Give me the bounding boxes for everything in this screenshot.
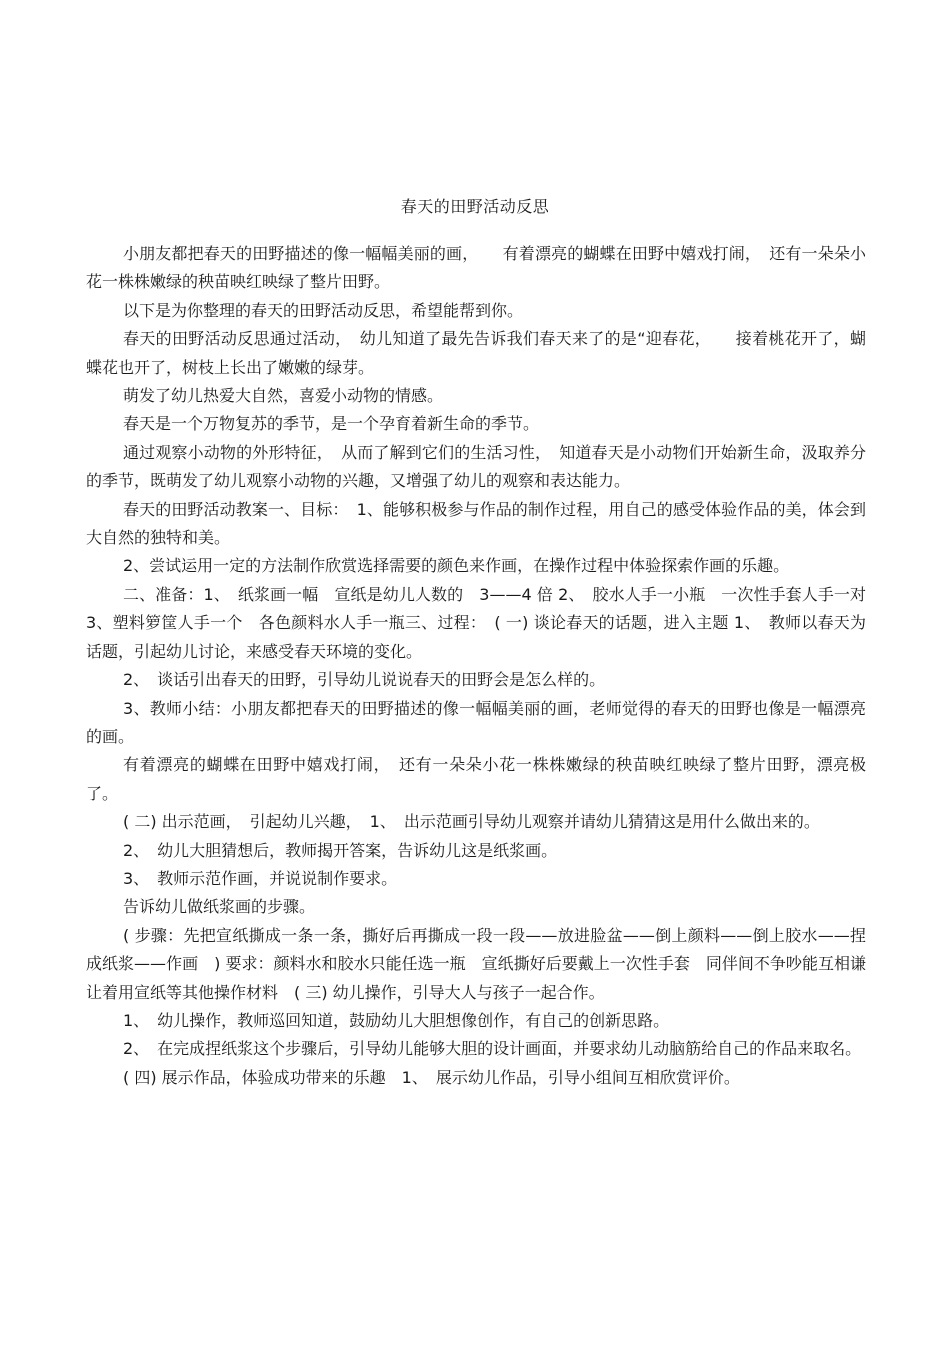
document-body [86,240,883,1092]
paragraph: ( 四) 展示作品，体验成功带来的乐趣 1、 展示幼儿作品，引导小组间互相欣赏评价。 [123,1067,740,1087]
paragraph: 2、尝试运用一定的方法制作欣赏选择需要的颜色来作画，在操作过程中体验探索作画的乐趣。 [123,556,790,576]
paragraph: 3、 教师示范作画，并说说制作要求。 [123,868,398,888]
paragraph: 3、教师小结：小朋友都把春天的田野描述的像一幅幅美丽的画，老师觉得的春天的田野也像是一幅漂亮的画。 [86,698,866,746]
paragraph: 1、 幼儿操作，教师巡回知道，鼓励幼儿大胆想像创作，有自己的创新思路。 [123,1010,670,1030]
paragraph: 通过观察小动物的外形特征， 从而了解到它们的生活习性， 知道春天是小动物们开始新生命，汲取养分的季节，既萌发了幼儿观察小动物的兴趣，又增强了幼儿的观察和表达能力。 [86,442,866,491]
paragraph: 以下是为你整理的春天的田野活动反思，希望能帮到你。 [123,300,524,320]
paragraph: 2、 在完成捏纸浆这个步骤后，引导幼儿能够大胆的设计画面，并要求幼儿动脑筋给自己的作品来取名。 [123,1039,862,1059]
paragraph: 2、 幼儿大胆猜想后，教师揭开答案，告诉幼儿这是纸浆画。 [123,840,558,860]
paragraph: 春天的田野活动反思通过活动， 幼儿知道了最先告诉我们春天来了的是“迎春花， 接着桃花开了，蝴蝶花也开了，树枝上长出了嫩嫩的绿芽。 [86,329,866,377]
paragraph: 告诉幼儿做纸浆画的步骤。 [123,897,316,917]
paragraph: 有着漂亮的蝴蝶在田野中嬉戏打闹， 还有一朵朵小花一株株嫩绿的秧苗映红映绿了整片田野，漂亮极了。 [86,755,866,803]
paragraph: ( 步骤：先把宣纸撕成一条一条，撕好后再撕成一段一段——放进脸盆——倒上颜料——倒上胶水——捏成纸浆——作画 ) 要求：颜料水和胶水只能任选一瓶 宣纸撕好后要戴上一次性手套 同伴间不争吵能互相谦让着用宣纸等其他操作材料 ( 三) 幼儿操作，引导大人与孩子一起合作。 [86,925,866,1002]
paragraph: 萌发了幼儿热爱大自然，喜爱小动物的情感。 [123,386,444,406]
paragraph: 二、准备：1、 纸浆画一幅 宣纸是幼儿人数的 3——4 倍 2、 胶水人手一小瓶 一次性手套人手一对 3、塑料箩筐人手一个 各色颜料水人手一瓶三、过程： ( 一) 谈论春天的话题，进入主题 1、 教师以春天为话题，引起幼儿讨论，来感受春天环境的变化。 [86,584,883,661]
paragraph: ( 二) 出示范画， 引起幼儿兴趣， 1、 出示范画引导幼儿观察并请幼儿猜猜这是用什么做出来的。 [123,812,820,832]
paragraph: 2、 谈话引出春天的田野，引导幼儿说说春天的田野会是怎么样的。 [123,670,606,690]
document-title: 春天的田野活动反思 [400,197,550,216]
paragraph: 小朋友都把春天的田野描述的像一幅幅美丽的画， 有着漂亮的蝴蝶在田野中嬉戏打闹， 还有一朵朵小花一株株嫩绿的秧苗映红映绿了整片田野。 [86,244,866,292]
paragraph: 春天是一个万物复苏的季节，是一个孕育着新生命的季节。 [123,414,540,434]
paragraph: 春天的田野活动教案一、目标： 1、能够积极参与作品的制作过程，用自己的感受体验作品的美，体会到大自然的独特和美。 [86,499,866,548]
